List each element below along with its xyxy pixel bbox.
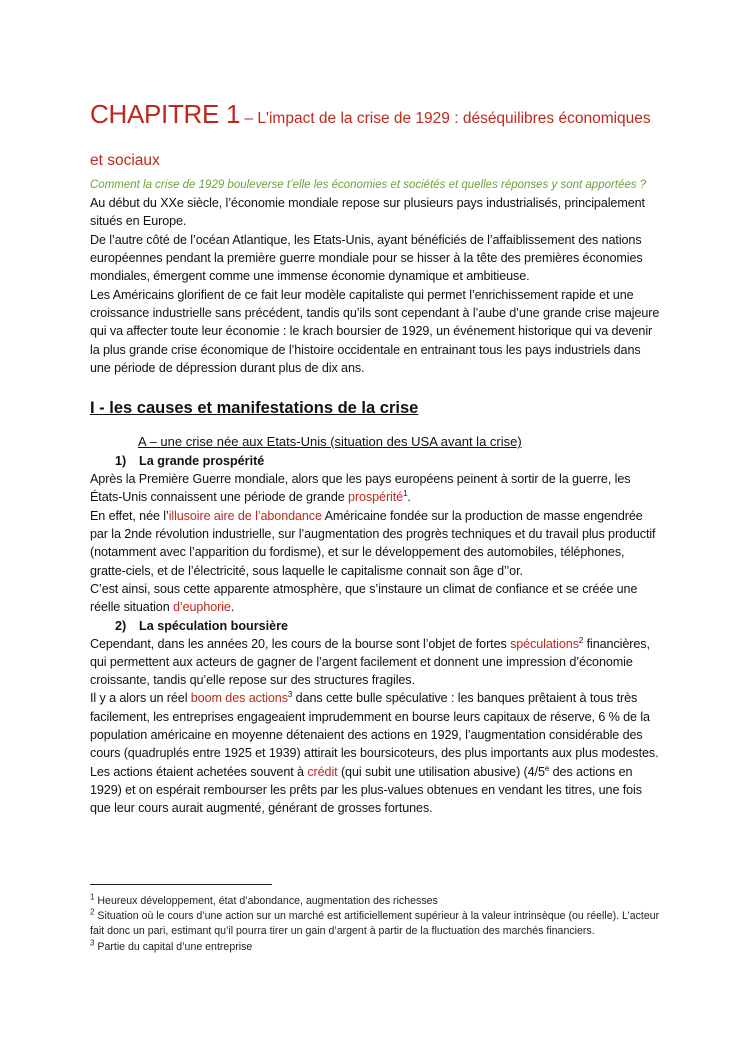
problem-question: Comment la crise de 1929 bouleverse t’elle les économies et sociétés et quelles réponses y sont apportées ? — [90, 179, 647, 192]
keyword-abondance: illusoire aire de l’abondance — [168, 508, 322, 523]
keyword-credit: crédit — [307, 764, 338, 779]
keyword-prosperite: prospérité — [348, 490, 404, 505]
footnote-1: $^1$ Heureux développement, état d’abondance, augmentation des richesses — [90, 892, 438, 907]
footnote-2: $^2$ Situation où le cours d’une action sur un marché est artificiellement supérieur à la valeur intrinsèque (ou réelle). L’acteur fait donc un pari, estimant qu’il pourra tirer un gain d’argent à partir de la fluctuation des marchés financiers. — [90, 907, 660, 938]
part-1-title: La grande prospérité — [139, 454, 265, 469]
intro-paragraph-2: De l’autre côté de l’océan Atlantique, les Etats-Unis, ayant bénéficiés de l’affaiblissement des nations européennes pendant la première guerre mondiale pour se hisser à la tête des premières économies mondiales, émergent comme une immense économie dynamique et ambitieuse. — [90, 232, 643, 284]
footnote-ref-2: 2 — [578, 635, 584, 645]
part-1-number: 1) — [115, 454, 127, 469]
part-2-paragraph-3: Les actions étaient achetées souvent à crédit (qui subit une utilisation abusive) (4/5e des actions en 1929) et on espérait rembourser les prêts par les plus-values obtenues en vendant les titres, une fois que leur cours aurait augmenté, générant de grosses fortunes. — [90, 763, 642, 816]
footnote-ref-3: 3 — [287, 690, 293, 700]
part-2-number: 2) — [115, 618, 127, 633]
keyword-euphorie: d’euphorie — [173, 600, 231, 615]
footnotes — [90, 884, 662, 955]
part-2-paragraph-1: Cependant, dans les années 20, les cours de la bourse sont l’objet de fortes spéculations$^2$ financières, qui permettent aux acteurs de gagner de l’argent facilement et donnent une impression d’économie croissante, tandis qu’elle repose sur des structures fragiles. — [90, 635, 650, 688]
chapter-subtitle: – L'impact de la crise de 1929 : déséquilibres économiques et sociaux — [90, 110, 651, 169]
footnote-ref-1: 1 — [403, 489, 408, 499]
part-2-paragraph-2: Il y a alors un réel boom des actions$^3$ dans cette bulle spéculative : les banques prêtaient à tous très facilement, les entreprises engageaient imprudemment en bourse leurs capitaux de réserve, 6 % de la population américaine en moyenne détenaient des actions en 1929, l’augmentation considérable des cours (quadruplés entre 1925 et 1939) attirait les boursicoteurs, des plus importants aux plus modestes. — [90, 690, 659, 761]
subsection-a-heading: A – une crise née aux Etats-Unis (situation des USA avant la crise) — [138, 434, 522, 450]
part-1-paragraph-1: Après la Première Guerre mondiale, alors que les pays européens peinent à sortir de la guerre, les États-Unis connaissent une période de grande prospérité$^1$. — [90, 472, 631, 505]
section-heading: I - les causes et manifestations de la crise — [90, 399, 419, 418]
keyword-boom-des-actions: boom des actions — [190, 691, 288, 706]
superscript-e: e — [544, 763, 550, 773]
document-body — [90, 92, 662, 818]
part-2-title: La spéculation boursière — [139, 618, 289, 633]
chapter-title — [90, 92, 662, 175]
part-1-paragraph-3: C’est ainsi, sous cette apparente atmosphère, que s’instaure un climat de confiance et se créée une réelle situation d’euphorie. — [90, 581, 638, 615]
chapter-number: CHAPITRE 1 — [90, 99, 241, 129]
part-1-heading — [115, 452, 662, 470]
part-2-heading — [115, 617, 662, 635]
part-1-paragraph-2: En effet, née l’illusoire aire de l’abondance Américaine fondée sur la production de masse engendrée par la 2nde révolution industrielle, sur l’augmentation des progrès techniques et du travail plus productif (notamment avec l’apparition du fordisme), et sur le développement des automobiles, téléphones, gratte-ciels, et de l’électricité, sous laquelle le capitalisme connait son âge d’’or. — [90, 508, 656, 578]
keyword-speculations: spéculations — [510, 636, 579, 651]
footnote-3: $^3$ Partie du capital d’une entreprise — [90, 938, 253, 953]
intro-paragraph-3: Les Américains glorifient de ce fait leur modèle capitaliste qui permet l’enrichissement rapide et une croissance industrielle sans précédent, tandis qu’ils sont cependant à l’aube d’une grande crise majeure qui va affecter toute leur économie : le krach boursier de 1929, un événement historique qui va devenir la plus grande crise économique de l’histoire occidentale en entrainant tous les pays industriels dans une période de dépression durant plus de dix ans. — [90, 287, 660, 375]
intro-paragraph-1: Au début du XXe siècle, l’économie mondiale repose sur plusieurs pays industrialisés, principalement situés en Europe. — [90, 196, 645, 229]
footnote-divider — [90, 884, 272, 885]
